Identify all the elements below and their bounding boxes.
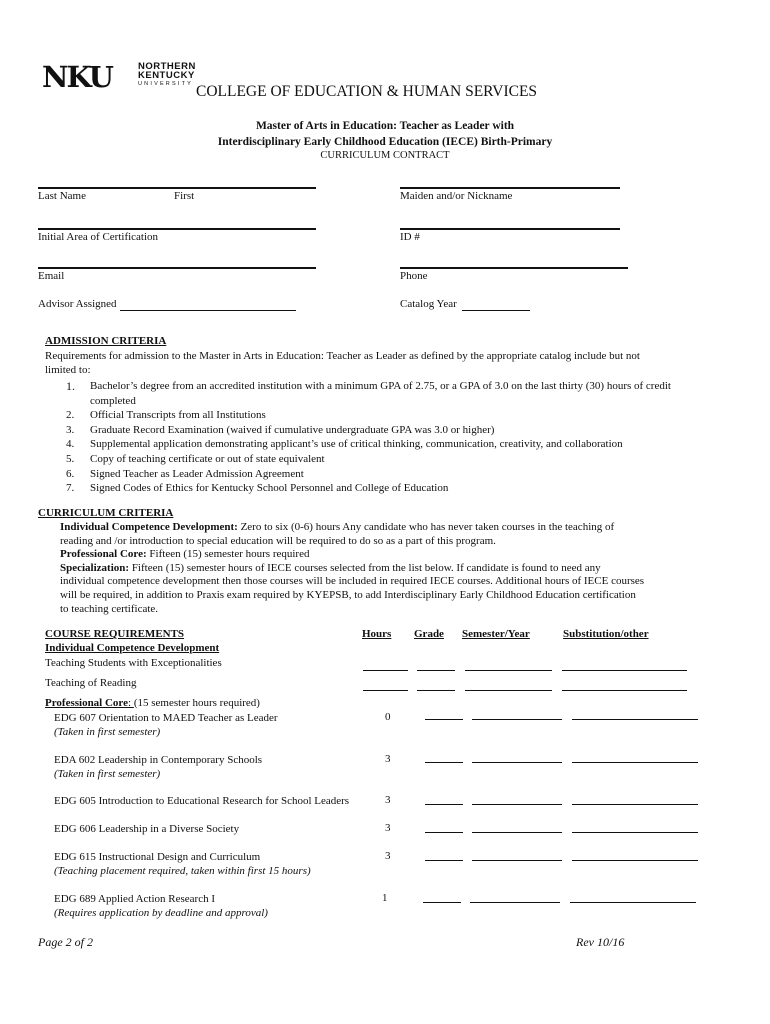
semester-field[interactable] — [472, 832, 562, 833]
revision-date: Rev 10/16 — [576, 935, 625, 949]
semester-field[interactable] — [465, 670, 552, 671]
email-line[interactable] — [38, 267, 316, 269]
maiden-name-label: Maiden and/or Nickname — [400, 190, 513, 202]
course-requirements-heading: COURSE REQUIREMENTS — [45, 628, 185, 640]
criterion-number: 3. — [66, 423, 75, 436]
substitution-field[interactable] — [572, 832, 698, 833]
advisor-line[interactable] — [120, 310, 296, 311]
admission-criterion-2: 2. Official Transcripts from all Institutions — [66, 409, 266, 422]
logo-line-2: KENTUCKY — [138, 70, 195, 81]
grade-field[interactable] — [425, 762, 463, 763]
grade-field[interactable] — [425, 719, 463, 720]
grade-field[interactable] — [423, 902, 461, 903]
catalog-year-line[interactable] — [462, 310, 530, 311]
grade-column-header: Grade — [414, 628, 444, 640]
admission-criterion-6: 6. Signed Teacher as Leader Admission Agreement — [66, 467, 304, 480]
logo-line-3: UNIVERSITY — [138, 81, 194, 87]
course-hours: 3 — [385, 753, 391, 765]
grade-field[interactable] — [417, 690, 455, 691]
program-title-line-1: Master of Arts in Education: Teacher as Leader with — [255, 120, 515, 132]
course-row: EDG 605 Introduction to Educational Research for School Leaders — [54, 795, 350, 807]
course-hours: 3 — [385, 822, 391, 834]
course-hours: 0 — [385, 711, 391, 723]
email-label: Email — [38, 270, 65, 282]
course-row: EDG 607 Orientation to MAED Teacher as Leader (Taken in first semester) — [54, 712, 278, 738]
semester-field[interactable] — [472, 762, 562, 763]
college-title: COLLEGE OF EDUCATION & HUMAN SERVICES — [196, 83, 538, 100]
semester-field[interactable] — [470, 902, 560, 903]
last-name-label: Last Name — [38, 190, 86, 202]
criterion-number: 6. — [66, 467, 75, 480]
first-name-label: First — [174, 190, 195, 202]
admission-intro-line-2: limited to: — [45, 364, 91, 376]
course-row: EDA 602 Leadership in Contemporary Schools (Taken in first semester) — [54, 754, 263, 780]
course-name: Teaching Students with Exceptionalities — [45, 657, 222, 669]
phone-label: Phone — [400, 270, 428, 282]
grade-field[interactable] — [417, 670, 455, 671]
logo-line-1: NORTHERN — [138, 61, 196, 72]
semester-field[interactable] — [472, 804, 562, 805]
icd-section-heading: Individual Competence Development — [45, 642, 220, 654]
substitution-field[interactable] — [572, 719, 698, 720]
advisor-label: Advisor Assigned — [38, 298, 117, 310]
criterion-number: 1. — [66, 379, 75, 393]
grade-field[interactable] — [425, 804, 463, 805]
certification-area-line[interactable] — [38, 228, 316, 230]
course-name: Teaching of Reading — [45, 677, 137, 689]
curriculum-criteria-text: Individual Competence Development: Zero to six (0-6) hours Any candidate who has never taken courses in the teaching of reading and /or introduction to special education will be required to do so as a part of this program. Professional Core: Fifteen (15) semester hours required Specialization: Fifteen (15) semester hours of IECE courses selected from the list below. If candidate is found to need any individual competence development then those courses will be included in required IECE courses. Additional hours of IECE courses will be required, in addition to Praxis exam required by KYEPSB, to add Interdisciplinary Early Childhood Education certification to teaching certificate. — [60, 521, 645, 615]
id-label: ID # — [400, 231, 420, 243]
semester-column-header: Semester/Year — [462, 628, 530, 640]
substitution-column-header: Substitution/other — [563, 628, 649, 640]
semester-field[interactable] — [472, 860, 562, 861]
criterion-number: 5. — [66, 452, 75, 465]
program-title-line-2: Interdisciplinary Early Childhood Education (IECE) Birth-Primary — [217, 136, 553, 148]
hours-field[interactable] — [363, 670, 408, 671]
admission-criterion-7: 7. Signed Codes of Ethics for Kentucky School Personnel and College of Education — [66, 482, 449, 495]
professional-core-heading: Professional Core: (15 semester hours required) — [45, 697, 260, 709]
curriculum-heading: CURRICULUM CRITERIA — [38, 507, 174, 519]
admission-intro-line-1: Requirements for admission to the Master in Arts in Education: Teacher as Leader as defined by the appropriate catalog include but not — [45, 350, 640, 362]
admission-criterion-5: 5. Copy of teaching certificate or out of state equivalent — [66, 452, 325, 465]
logo-mark: NKU — [42, 60, 112, 94]
certification-area-label: Initial Area of Certification — [38, 231, 159, 243]
admission-criteria-list — [66, 379, 671, 496]
catalog-year-label: Catalog Year — [400, 298, 457, 310]
admission-criterion-3: 3. Graduate Record Examination (waived if cumulative undergraduate GPA was 3.0 or higher) — [66, 423, 495, 436]
substitution-field[interactable] — [562, 690, 687, 691]
substitution-field[interactable] — [572, 804, 698, 805]
course-hours: 1 — [382, 892, 388, 904]
course-hours: 3 — [385, 850, 391, 862]
course-row: EDG 606 Leadership in a Diverse Society — [54, 823, 240, 835]
admission-criterion-4: 4. Supplemental application demonstrating applicant’s use of critical thinking, communication, creativity, and collaboration — [66, 438, 623, 451]
criterion-number: 4. — [66, 438, 75, 451]
substitution-field[interactable] — [572, 860, 698, 861]
criterion-number: 2. — [66, 409, 75, 422]
admission-criterion-1: 1. Bachelor’s degree from an accredited institution with a minimum GPA of 2.75, or a GPA of 3.0 on the last thirty (30) hours of credit completed — [66, 379, 671, 407]
semester-field[interactable] — [472, 719, 562, 720]
maiden-name-line[interactable] — [400, 187, 620, 189]
course-row: EDG 615 Instructional Design and Curriculum (Teaching placement required, taken within first 15 hours) — [54, 851, 311, 877]
substitution-field[interactable] — [570, 902, 696, 903]
admission-heading: ADMISSION CRITERIA — [45, 335, 167, 347]
criterion-number: 7. — [66, 482, 75, 495]
substitution-field[interactable] — [572, 762, 698, 763]
contract-title: CURRICULUM CONTRACT — [320, 150, 450, 161]
semester-field[interactable] — [465, 690, 552, 691]
last-first-name-line[interactable] — [38, 187, 316, 189]
grade-field[interactable] — [425, 832, 463, 833]
phone-line[interactable] — [400, 267, 628, 269]
page-number: Page 2 of 2 — [38, 935, 93, 949]
id-line[interactable] — [400, 228, 620, 230]
substitution-field[interactable] — [562, 670, 687, 671]
course-row: EDG 689 Applied Action Research I (Requires application by deadline and approval) — [54, 893, 268, 919]
hours-column-header: Hours — [362, 628, 392, 640]
course-hours: 3 — [385, 794, 391, 806]
grade-field[interactable] — [425, 860, 463, 861]
hours-field[interactable] — [363, 690, 408, 691]
